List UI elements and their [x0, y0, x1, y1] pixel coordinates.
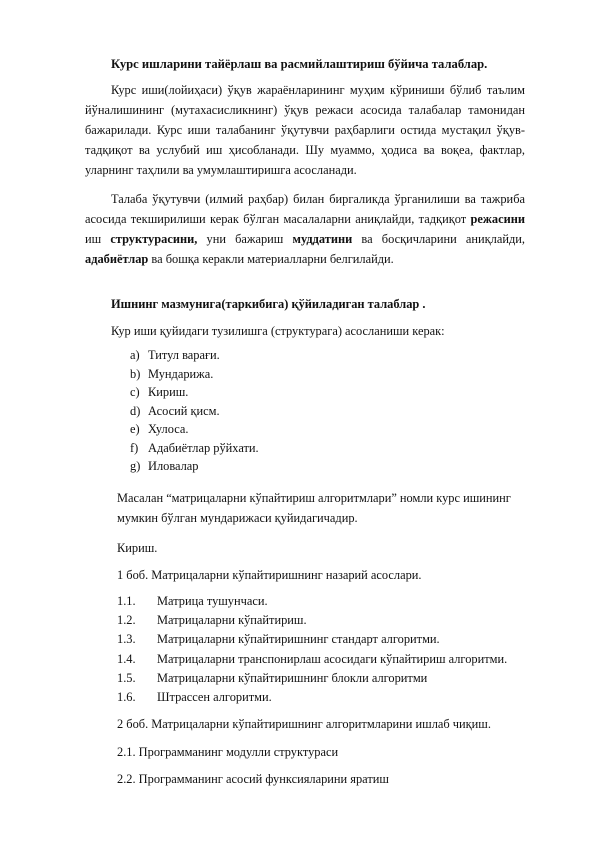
- bold-term-deadline: муддатини: [292, 232, 353, 246]
- list-marker: d): [130, 403, 141, 418]
- list-item-text: Титул варағи.: [148, 348, 220, 362]
- toc-item: [117, 630, 507, 649]
- toc-section-2-1: 2.1. Программанинг модулли структураси: [117, 745, 339, 759]
- text-segment: уни бажариш: [197, 232, 293, 246]
- structure-list-item: [130, 383, 259, 402]
- text-segment: ва босқичларини аниқлайди,: [352, 232, 525, 246]
- text-segment: иш: [85, 232, 111, 246]
- section-heading-requirements: Ишнинг мазмунига(таркибига) қўйиладиган талаблар .: [111, 297, 426, 311]
- paragraph-course-work-definition: [85, 80, 525, 180]
- toc-chapter-1: 1 боб. Матрицаларни кўпайтиришнинг назарий асослари.: [117, 568, 422, 582]
- toc-item: [117, 669, 507, 688]
- toc-item-text: Матрицаларни кўпайтиришнинг блокли алгоритми: [157, 670, 428, 685]
- toc-item-number: 1.1.: [117, 594, 136, 608]
- structure-list-item: [130, 402, 259, 421]
- list-item-text: Иловалар: [148, 459, 199, 473]
- paragraph-student-tasks: [85, 189, 525, 269]
- list-item-text: Мундарижа.: [148, 366, 214, 381]
- text-segment: ва бошқа керакли материалларни белгилайди.: [148, 252, 394, 266]
- toc-item-number: 1.5.: [117, 670, 136, 685]
- toc-item-text: Штрассен алгоритми.: [157, 689, 272, 704]
- toc-item: [117, 650, 507, 669]
- toc-item: [117, 688, 507, 707]
- toc-item-text: Матрицаларни транспонирлаш асосидаги кўпайтириш алгоритми.: [157, 651, 508, 666]
- bold-term-plan: режасини: [470, 212, 525, 226]
- list-marker: c): [130, 385, 140, 399]
- list-item-text: Асосий қисм.: [148, 403, 220, 418]
- toc-item-text: Матрицаларни кўпайтириш.: [157, 613, 307, 628]
- toc-introduction: Кириш.: [117, 541, 158, 555]
- list-item-text: Хулоса.: [148, 422, 189, 436]
- list-marker: e): [130, 422, 140, 436]
- toc-item-number: 1.3.: [117, 632, 136, 647]
- list-marker: g): [130, 459, 141, 473]
- structure-intro: Кур иши қуйидаги тузилишга (структурага) асосланиши керак:: [111, 324, 445, 338]
- list-marker: b): [130, 366, 141, 381]
- toc-item: [117, 611, 507, 630]
- structure-list-item: [130, 420, 259, 439]
- toc-section-2-2: 2.2. Программанинг асосий функсияларини яратиш: [117, 772, 389, 786]
- toc-item-text: Матрицаларни кўпайтиришнинг стандарт алгоритми.: [157, 632, 440, 647]
- list-marker: a): [130, 348, 140, 362]
- list-item-text: Кириш.: [148, 385, 189, 399]
- structure-list: [130, 346, 259, 476]
- structure-list-item: [130, 457, 259, 476]
- paragraph-text: Курс иши(лойиҳаси) ўқув жараёнларининг муҳим кўриниши бўлиб таълим йўналишининг (мутахасисликнинг) ўқув режаси асосида талабалар тамонидан бажарилади. Курс иши талабанинг ўқутувчи раҳбарлиги остида мустақил ўқув-тадқиқот ва услубий иш ҳисобланади. Шу муаммо, ҳодиса ва воқеа, фактлар, уларнинг таҳлили ва умумлаштиришга асосланади.: [85, 83, 525, 177]
- toc-chapter-2: 2 боб. Матрицаларни кўпайтиришнинг алгоритмларини ишлаб чиқиш.: [117, 717, 491, 731]
- toc-item-text: Матрица тушунчаси.: [157, 594, 268, 608]
- structure-list-item: [130, 346, 259, 365]
- example-paragraph: Масалан “матрицаларни кўпайтириш алгоритмлари” номли курс ишининг мумкин бўлган мундарижаси қуйидагичадир.: [117, 491, 511, 525]
- text-segment: Талаба ўқутувчи (илмий раҳбар) билан биргаликда ўрганилиши ва тажриба асосида текширилиши керак бўлган масалаларни аниқлайди, тадқиқот: [85, 192, 525, 226]
- document-title: Курс ишларини тайёрлаш ва расмийлаштириш бўйича талаблар.: [111, 57, 488, 71]
- bold-term-literature: адабиётлар: [85, 252, 149, 266]
- toc-item-number: 1.6.: [117, 689, 136, 704]
- structure-list-item: [130, 365, 259, 384]
- bold-term-structure: структурасини,: [110, 232, 198, 246]
- toc-item: [117, 592, 507, 611]
- structure-list-item: [130, 439, 259, 458]
- toc-item-number: 1.2.: [117, 613, 136, 628]
- list-marker: f): [130, 440, 139, 455]
- toc-subsections: [117, 592, 507, 707]
- list-item-text: Адабиётлар рўйхати.: [148, 440, 259, 455]
- toc-item-number: 1.4.: [117, 651, 136, 666]
